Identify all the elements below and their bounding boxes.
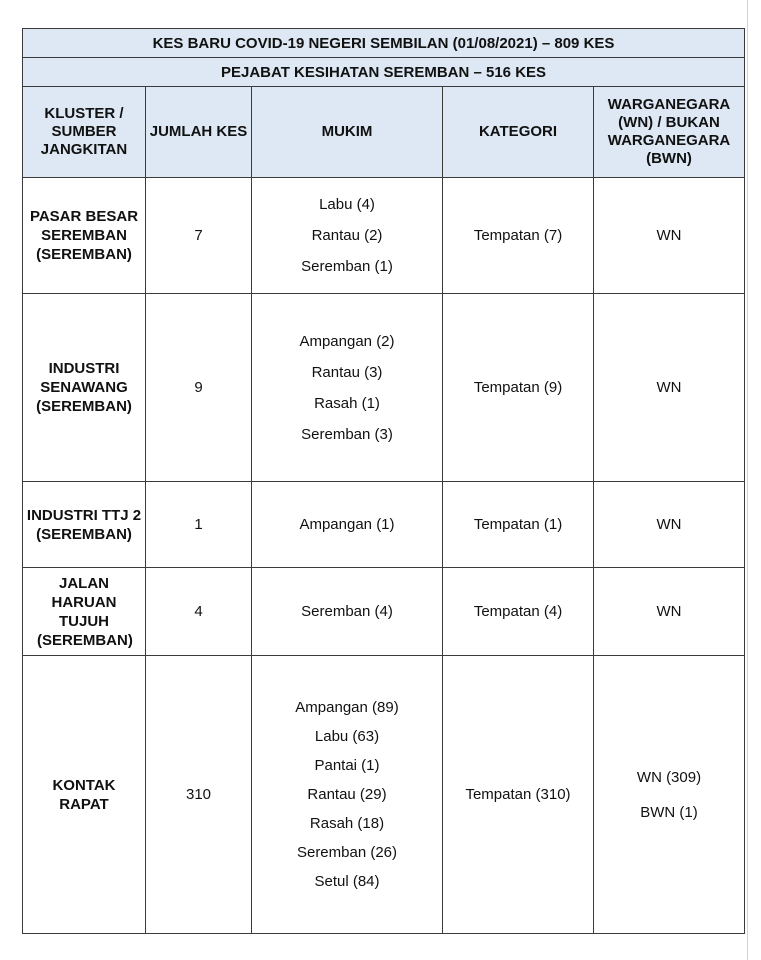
mukim-cell (252, 294, 443, 482)
mukim-item: Pantai (1) (314, 757, 380, 774)
header-warga: WARGANEGARA (WN) / BUKAN WARGANEGARA (BWN) (594, 87, 745, 178)
mukim-cell (252, 656, 443, 934)
mukim-item: Rasah (18) (309, 815, 385, 832)
mukim-item: Labu (4) (319, 196, 375, 213)
header-row (23, 87, 745, 178)
case-count: 1 (146, 482, 252, 568)
mukim-item: Labu (63) (314, 728, 380, 745)
mukim-item: Rasah (1) (314, 394, 380, 412)
warga-item: WN (309) (636, 768, 702, 786)
warga-cell: WN (594, 568, 745, 656)
mukim-item: Rantau (2) (311, 227, 383, 244)
table-title: KES BARU COVID-19 NEGERI SEMBILAN (01/08/2021) – 809 KES (23, 29, 745, 58)
kategori-cell: Tempatan (310) (443, 656, 594, 934)
mukim-cell (252, 178, 443, 294)
mukim-cell (252, 482, 443, 568)
header-kluster: KLUSTER / SUMBER JANGKITAN (23, 87, 146, 178)
mukim-item: Seremban (26) (296, 844, 398, 861)
table-row (23, 294, 745, 482)
case-count: 7 (146, 178, 252, 294)
covid-cases-table (22, 28, 745, 934)
kategori-cell: Tempatan (1) (443, 482, 594, 568)
mukim-item: Seremban (4) (301, 603, 393, 620)
mukim-item: Ampangan (1) (299, 516, 395, 533)
mukim-item: Ampangan (89) (295, 699, 399, 716)
subtitle-row (23, 58, 745, 87)
warga-item: BWN (1) (640, 803, 698, 821)
header-kategori: KATEGORI (443, 87, 594, 178)
mukim-item: Rantau (29) (307, 786, 387, 803)
table-row (23, 178, 745, 294)
table-subtitle: PEJABAT KESIHATAN SEREMBAN – 516 KES (23, 58, 745, 87)
warga-cell: WN (594, 294, 745, 482)
mukim-item: Seremban (1) (301, 258, 393, 275)
cluster-name: JALAN HARUAN TUJUH (SEREMBAN) (23, 568, 146, 656)
kategori-cell: Tempatan (9) (443, 294, 594, 482)
kategori-cell: Tempatan (4) (443, 568, 594, 656)
header-jumlah: JUMLAH KES (146, 87, 252, 178)
mukim-item: Seremban (3) (301, 425, 393, 443)
cluster-name: INDUSTRI SENAWANG (SEREMBAN) (23, 294, 146, 482)
case-count: 310 (146, 656, 252, 934)
mukim-item: Setul (84) (314, 873, 380, 890)
warga-cell (594, 656, 745, 934)
warga-cell: WN (594, 178, 745, 294)
table-row (23, 656, 745, 934)
cluster-name: KONTAK RAPAT (23, 656, 146, 934)
header-mukim: MUKIM (252, 87, 443, 178)
case-count: 9 (146, 294, 252, 482)
page-edge (747, 0, 748, 960)
mukim-item: Ampangan (2) (299, 332, 395, 350)
table-row (23, 568, 745, 656)
warga-cell: WN (594, 482, 745, 568)
case-count: 4 (146, 568, 252, 656)
mukim-cell (252, 568, 443, 656)
kategori-cell: Tempatan (7) (443, 178, 594, 294)
mukim-item: Rantau (3) (311, 363, 383, 381)
title-row (23, 29, 745, 58)
cluster-name: PASAR BESAR SEREMBAN (SEREMBAN) (23, 178, 146, 294)
cluster-name: INDUSTRI TTJ 2 (SEREMBAN) (23, 482, 146, 568)
table-row (23, 482, 745, 568)
